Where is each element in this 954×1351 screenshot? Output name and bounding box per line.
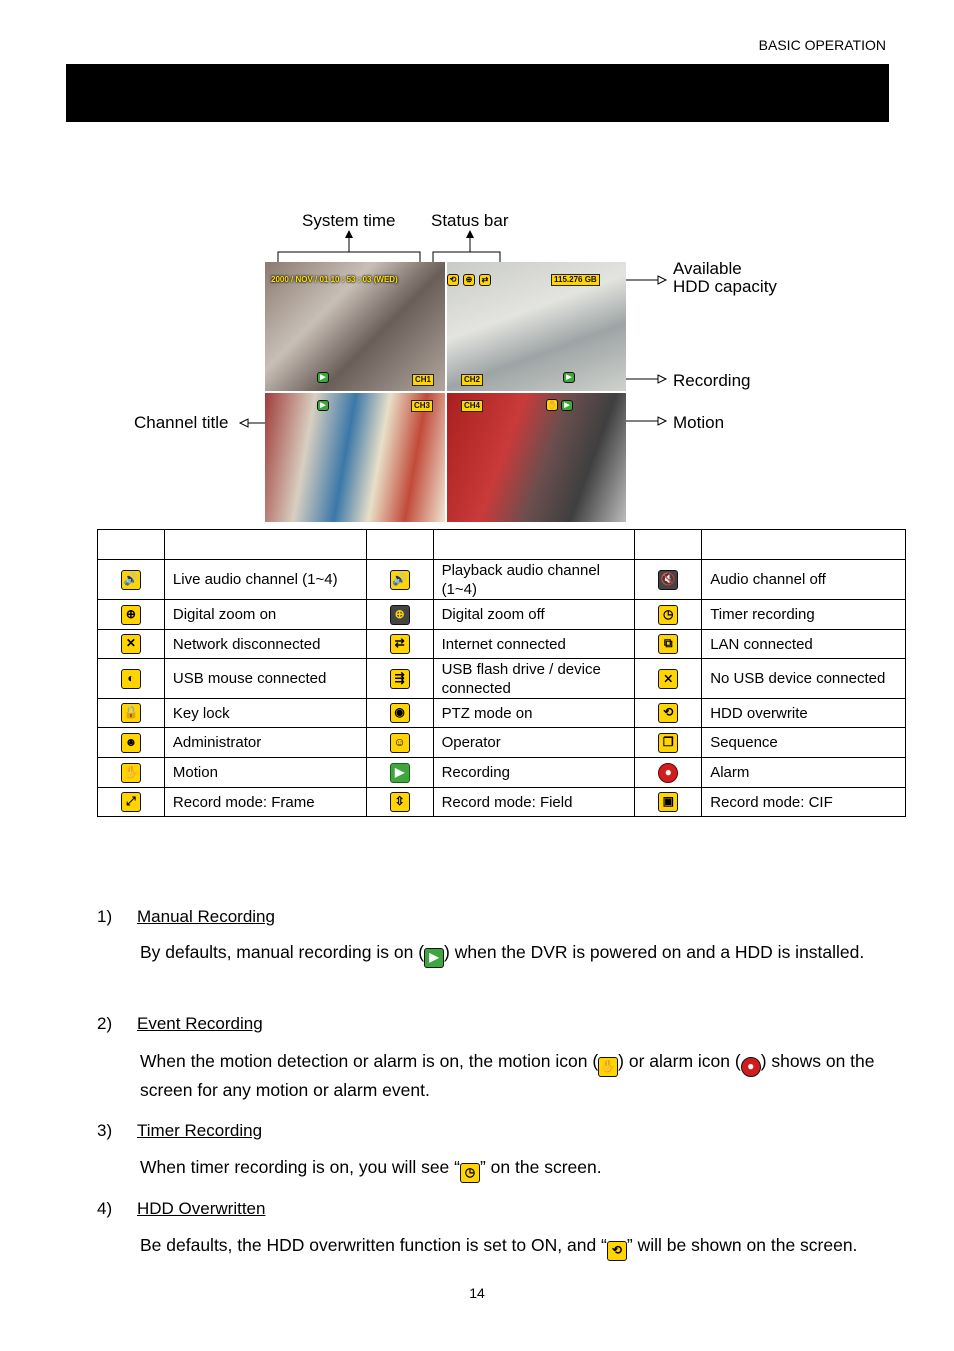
icon-description: Sequence (702, 728, 906, 758)
list-number: 4) (97, 1199, 113, 1218)
icon-cell (635, 728, 702, 758)
list-number: 3) (97, 1121, 113, 1140)
icon-cell (366, 560, 433, 600)
section-title: Event Recording (137, 1014, 263, 1033)
icon-legend-table (97, 529, 906, 817)
icon-cell (98, 560, 165, 600)
list-number: 2) (97, 1014, 113, 1033)
icon-description: HDD overwrite (702, 699, 906, 728)
network-disconnected-icon: ✕ (121, 634, 141, 654)
zoom-off-icon: ⊕ (390, 605, 410, 625)
section-title: Manual Recording (137, 907, 275, 926)
lan-connected-icon: ⧉ (658, 634, 678, 654)
channel-1-view (265, 262, 445, 391)
icon-description: Audio channel off (702, 560, 906, 600)
ch2-title: CH2 (461, 374, 483, 386)
icon-cell (98, 758, 165, 788)
table-row (98, 600, 906, 630)
page-number: 14 (469, 1285, 485, 1301)
icon-cell (635, 788, 702, 817)
section-body: When the motion detection or alarm is on, the motion icon ( ✋ ) or alarm icon ( ● ) shows on the screen for any motion or alarm event. (140, 1051, 875, 1100)
clock-icon: ◷ (460, 1163, 480, 1183)
icon-cell (98, 659, 165, 699)
icon-cell (635, 560, 702, 600)
ch4-title: CH4 (461, 400, 483, 412)
icon-description: LAN connected (702, 630, 906, 659)
icon-description: Motion (164, 758, 366, 788)
system-time-label: System time (302, 211, 396, 230)
icon-description: Playback audio channel (1~4) (433, 560, 635, 600)
recording-icon: ▶ (390, 763, 410, 783)
icon-description: USB flash drive / device connected (433, 659, 635, 699)
recording-icon: ▶ (317, 372, 329, 383)
icon-cell (366, 699, 433, 728)
recording-icon: ▶ (563, 372, 575, 383)
sequence-icon: ❐ (658, 733, 678, 753)
channel-2-view (447, 262, 626, 391)
channel-title-label: Channel title (134, 413, 229, 432)
icon-description: Digital zoom on (164, 600, 366, 630)
icon-description: Digital zoom off (433, 600, 635, 630)
hdd-capacity-readout: 115.276 GB (551, 274, 600, 286)
icon-cell (98, 728, 165, 758)
ch1-title: CH1 (412, 374, 434, 386)
frame-mode-icon: ⤢ (121, 792, 141, 812)
speaker-off-icon: 🔇 (658, 570, 678, 590)
table-row (98, 630, 906, 659)
icon-description: Key lock (164, 699, 366, 728)
icon-description: Record mode: Frame (164, 788, 366, 817)
icon-description: Network disconnected (164, 630, 366, 659)
icon-cell (98, 600, 165, 630)
motion-label: Motion (673, 413, 725, 432)
field-mode-icon: ⇳ (390, 792, 410, 812)
channel-3-view (265, 393, 445, 522)
channel-4-view (447, 393, 626, 522)
motion-icon: ✋ (598, 1057, 618, 1077)
icon-cell (635, 659, 702, 699)
icon-description: PTZ mode on (433, 699, 635, 728)
mouse-icon: ◐ (121, 669, 141, 689)
icon-cell (366, 630, 433, 659)
speaker-1-icon: 🔊 (121, 570, 141, 590)
recording-icon: ▶ (424, 948, 444, 968)
section-body: When timer recording is on, you will see “ ◷ ” on the screen. (140, 1154, 900, 1183)
hdd-capacity-label: HDD capacity (673, 277, 777, 296)
icon-cell (635, 600, 702, 630)
alarm-icon: ● (658, 763, 678, 783)
cif-mode-icon: ▣ (658, 792, 678, 812)
section-title: Timer Recording (137, 1121, 263, 1140)
zoom-off-icon: ⊕ (463, 274, 475, 286)
icon-cell (366, 728, 433, 758)
section-title: HDD Overwritten (137, 1199, 266, 1218)
icon-cell (635, 630, 702, 659)
ch3-title: CH3 (411, 400, 433, 412)
lock-icon: 🔒 (121, 703, 141, 723)
icon-cell (366, 659, 433, 699)
icon-description: Timer recording (702, 600, 906, 630)
icon-cell (98, 630, 165, 659)
section-header: BASIC OPERATION (758, 37, 886, 53)
network-icon: ⇄ (479, 274, 491, 286)
icon-description: Internet connected (433, 630, 635, 659)
status-bar-label: Status bar (431, 211, 509, 230)
clock-icon: ◷ (658, 605, 678, 625)
usb-off-icon: ⨯ (658, 669, 678, 689)
hdd-overwrite-icon: ⟲ (447, 274, 459, 286)
recording-label: Recording (673, 371, 751, 390)
available-label: Available (673, 259, 742, 278)
icon-description: USB mouse connected (164, 659, 366, 699)
motion-icon: ✋ (121, 763, 141, 783)
internet-connected-icon: ⇄ (390, 634, 410, 654)
icon-cell (366, 788, 433, 817)
icon-description: No USB device connected (702, 659, 906, 699)
icon-description: Recording (433, 758, 635, 788)
icon-cell (98, 788, 165, 817)
icon-description: Record mode: CIF (702, 788, 906, 817)
icon-cell (635, 758, 702, 788)
table-row (98, 699, 906, 728)
table-row (98, 560, 906, 600)
motion-icon: ✋ (547, 400, 557, 409)
dvr-screen-figure (0, 0, 954, 530)
ptz-icon: ◉ (390, 703, 410, 723)
section-body: Be defaults, the HDD overwritten function is set to ON, and “ ⟲ ” will be shown on the screen. (140, 1232, 900, 1261)
icon-cell (98, 699, 165, 728)
alarm-icon: ● (741, 1057, 761, 1077)
osd-datetime: 2000 / NOV / 01 10 : 53 : 03 (WED) (271, 275, 398, 284)
recording-icon: ▶ (317, 400, 329, 411)
table-row (98, 728, 906, 758)
zoom-in-icon: ⊕ (121, 605, 141, 625)
icon-cell (366, 600, 433, 630)
usb-icon: ⇶ (390, 669, 410, 689)
recording-icon: ▶ (561, 400, 573, 411)
table-row (98, 788, 906, 817)
icon-cell (366, 758, 433, 788)
table-row (98, 758, 906, 788)
list-number: 1) (97, 907, 113, 926)
icon-description: Operator (433, 728, 635, 758)
icon-description: Alarm (702, 758, 906, 788)
administrator-icon: ☻ (121, 733, 141, 753)
icon-description: Live audio channel (1~4) (164, 560, 366, 600)
icon-cell (635, 699, 702, 728)
icon-description: Record mode: Field (433, 788, 635, 817)
icon-description: Administrator (164, 728, 366, 758)
table-row (98, 659, 906, 699)
hdd-overwrite-icon: ⟲ (607, 1241, 627, 1261)
section-body: By defaults, manual recording is on ( ▶ ) when the DVR is powered on and a HDD is installed. (140, 939, 900, 968)
operator-icon: ☺ (390, 733, 410, 753)
hdd-overwrite-icon: ⟲ (658, 703, 678, 723)
speaker-playback-icon: 🔊 (390, 570, 410, 590)
table-header-row (98, 530, 906, 560)
